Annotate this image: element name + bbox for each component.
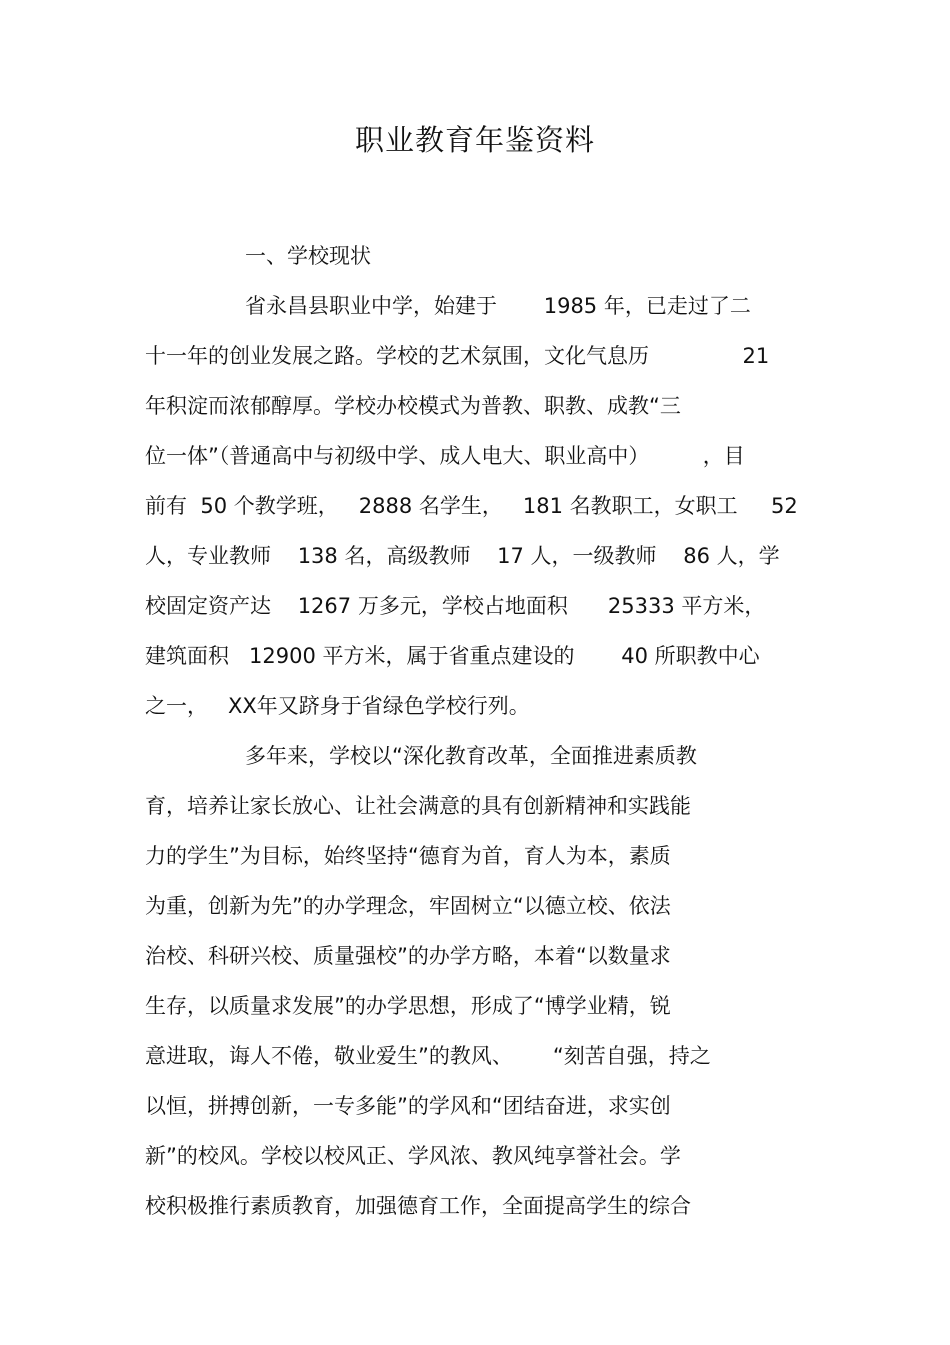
document-title: 职业教育年鉴资料 [354,123,595,157]
paragraph1-line: 之一， XX年又跻身于省绿色学校行列。 [145,694,530,718]
paragraph1-line: 校固定资产达 1267 万多元，学校占地面积 25333 平方米， [145,594,766,618]
paragraph1-line: 省永昌县职业中学，始建于 1985 年，已走过了二 [245,294,751,318]
paragraph2-line: 意进取，诲人不倦，敬业爱生”的教风、 “刻苦自强，持之 [145,1044,711,1068]
paragraph2-line: 多年来，学校以“深化教育改革，全面推进素质教 [245,744,697,768]
paragraph2-line: 育，培养让家长放心、让社会满意的具有创新精神和实践能 [145,794,691,818]
paragraph2-line: 治校、科研兴校、质量强校”的办学方略，本着“以数量求 [145,944,671,968]
paragraph1-line: 建筑面积 12900 平方米，属于省重点建设的 40 所职教中心 [145,644,760,668]
paragraph1-line: 人，专业教师 138 名，高级教师 17 人，一级教师 86 人，学 [145,544,780,568]
paragraph1-line: 前有 50 个教学班， 2888 名学生， 181 名教职工，女职工 52 [145,494,798,518]
paragraph2-line: 生存，以质量求发展”的办学思想，形成了“博学业精，锐 [145,994,671,1018]
paragraph1-line: 十一年的创业发展之路。学校的艺术氛围，文化气息历 21 [145,344,770,368]
paragraph2-line: 力的学生”为目标，始终坚持“德育为首，育人为本，素质 [145,844,671,868]
paragraph2-line: 新”的校风。学校以校风正、学风浓、教风纯享誉社会。学 [145,1144,681,1168]
paragraph1-line: 年积淀而浓郁醇厚。学校办校模式为普教、职教、成教“三 [145,394,681,418]
paragraph2-line: 以恒，拼搏创新，一专多能”的学风和“团结奋进，求实创 [145,1094,671,1118]
paragraph2-line: 校积极推行素质教育，加强德育工作，全面提高学生的综合 [145,1194,691,1218]
paragraph1-line: 位一体”（普通高中与初级中学、成人电大、职业高中） ，目 [145,444,745,468]
section-heading: 一、学校现状 [245,244,371,268]
paragraph2-line: 为重，创新为先”的办学理念，牢固树立“以德立校、依法 [145,894,671,918]
